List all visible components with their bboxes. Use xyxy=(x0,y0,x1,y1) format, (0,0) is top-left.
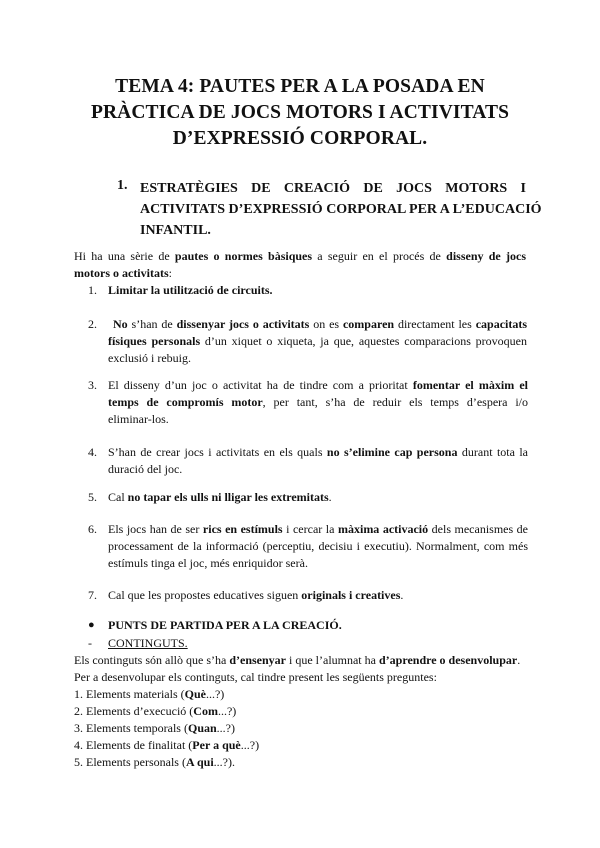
list-item: Cal no tapar els ulls ni lligar les extremitats. xyxy=(108,490,332,504)
list-item-number: 6. xyxy=(88,522,97,536)
list-item-line: S’han de crear jocs i activitats en els quals no s’elimine cap persona durant tota la xyxy=(108,445,529,459)
list-item xyxy=(108,377,528,428)
list-item: Cal que les propostes educatives siguen originals i creatives. xyxy=(108,588,404,602)
section-heading-line: INFANTIL. xyxy=(140,223,211,238)
question-item: 2. Elements d’execució (Com...?) xyxy=(74,704,237,718)
bullet-icon: ● xyxy=(88,619,95,631)
list-item-line: processament de la informació (perceptiu, decisiu i executiu). Normalment, com més xyxy=(108,539,528,553)
list-item-line: El disseny d’un joc o activitat ha de tindre com a prioritat fomentar el màxim el xyxy=(108,378,528,392)
question-item: 3. Elements temporals (Quan...?) xyxy=(74,721,235,735)
list-item-number: 7. xyxy=(88,588,97,602)
list-item-number: 1. xyxy=(88,283,97,297)
contents-line: Els continguts són allò que s’ha d’ensenyar i que l’alumnat ha d’aprendre o desenvolupar. xyxy=(74,653,521,667)
list-item-line: No s’han de dissenyar jocs o activitats on es comparen directament les capacitats xyxy=(113,317,528,331)
list-item-line: estímuls tinga el joc, més enriquidor serà. xyxy=(108,556,308,570)
title-line: PRÀCTICA DE JOCS MOTORS I ACTIVITATS xyxy=(90,102,510,123)
list-item-number: 3. xyxy=(88,378,97,392)
list-item-line: eliminar-los. xyxy=(108,412,169,426)
list-item-number: 2. xyxy=(88,317,97,331)
section-number: 1. xyxy=(117,178,128,193)
title-line: TEMA 4: PAUTES PER A LA POSADA EN xyxy=(115,76,485,97)
subheading: CONTINGUTS. xyxy=(108,636,188,650)
list-item xyxy=(108,521,528,572)
list-item-number: 4. xyxy=(88,445,97,459)
document-title xyxy=(60,74,540,152)
list-item: Limitar la utilització de circuits. xyxy=(108,283,273,297)
section-heading-line: ACTIVITATS D’EXPRESSIÓ CORPORAL PER A L’EDUCACIÓ xyxy=(140,202,542,217)
dash-icon: - xyxy=(88,636,92,650)
list-item xyxy=(108,444,528,478)
intro-paragraph xyxy=(74,248,526,282)
list-item-line: temps de compromís motor, per tant, s’ha de reduir els temps d’espera i/o xyxy=(108,395,528,409)
list-item-number: 5. xyxy=(88,490,97,504)
list-item-line: Els jocs han de ser rics en estímuls i cercar la màxima activació dels mecanismes de xyxy=(108,522,529,536)
contents-line: Per a desenvolupar els continguts, cal tindre present les següents preguntes: xyxy=(74,670,437,684)
intro-line: motors o activitats: xyxy=(74,266,172,280)
section-heading-line: ESTRATÈGIES DE CREACIÓ DE JOCS MOTORS I xyxy=(140,181,526,196)
title-line: D’EXPRESSIÓ CORPORAL. xyxy=(172,128,428,149)
list-item-line: duració del joc. xyxy=(108,462,183,476)
list-item-line: exclusió i rebuig. xyxy=(108,351,191,365)
list-item-line: físiques personals d’un xiquet o xiqueta, ja que, aquestes comparacions provoquen xyxy=(108,334,527,348)
intro-line: Hi ha una sèrie de pautes o normes bàsiques a seguir en el procés de disseny de jocs xyxy=(74,249,526,263)
question-item: 1. Elements materials (Què...?) xyxy=(74,687,225,701)
list-item xyxy=(108,316,528,367)
section-heading xyxy=(140,178,542,241)
question-item: 4. Elements de finalitat (Per a què...?) xyxy=(74,738,260,752)
question-item: 5. Elements personals (A qui...?). xyxy=(74,755,235,769)
bullet-heading: PUNTS DE PARTIDA PER A LA CREACIÓ. xyxy=(108,618,342,632)
